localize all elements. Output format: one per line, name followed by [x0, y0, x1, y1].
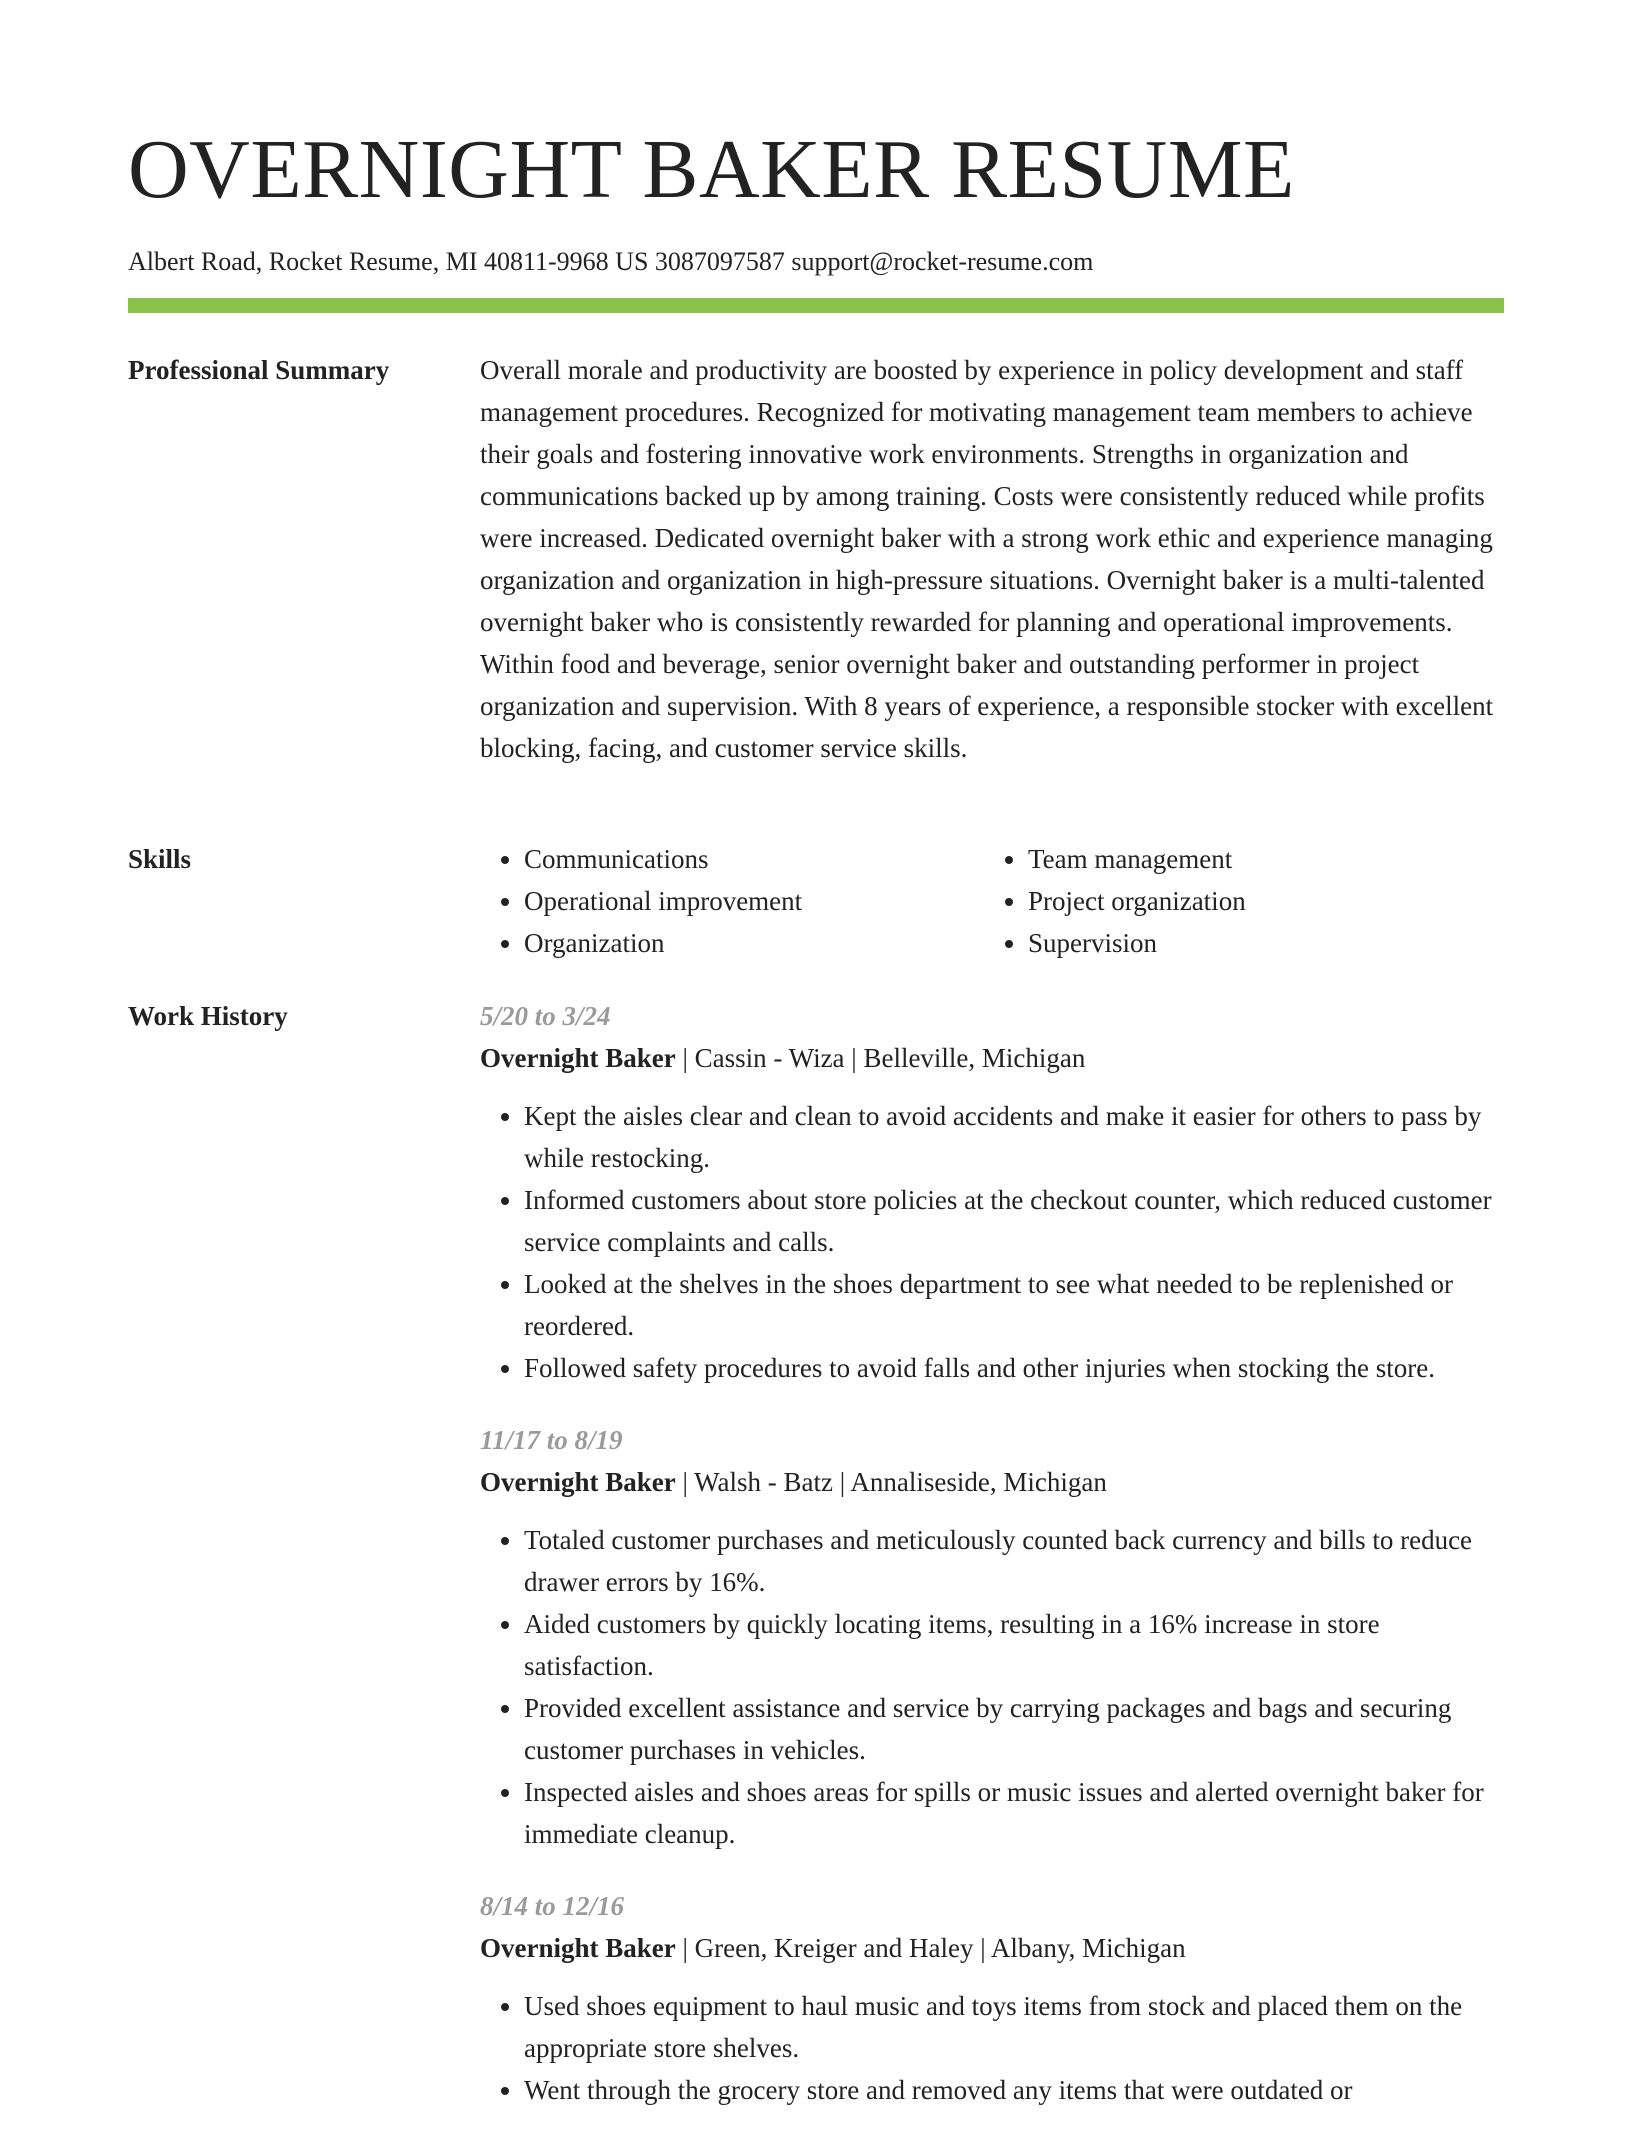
skill-item: • Team management	[1028, 838, 1488, 880]
job-bullet: • Inspected aisles and shoes areas for spills or music issues and alerted overnight baker for immediate cleanup.	[524, 1771, 1504, 1855]
job-bullet: • Totaled customer purchases and meticulously counted back currency and bills to reduce drawer errors by 16%.	[524, 1519, 1504, 1603]
job-entry	[480, 1885, 1504, 2111]
job-bullet: • Aided customers by quickly locating items, resulting in a 16% increase in store satisfaction.	[524, 1603, 1504, 1687]
job-details: | Walsh - Batz | Annaliseside, Michigan	[675, 1467, 1107, 1497]
job-bullet: • Used shoes equipment to haul music and toys items from stock and placed them on the appropriate store shelves.	[524, 1985, 1504, 2069]
resume-title: OVERNIGHT BAKER RESUME	[128, 123, 1295, 216]
skill-item: • Organization	[524, 922, 984, 964]
job-role: Overnight Baker	[480, 1467, 676, 1497]
job-details: | Cassin - Wiza | Belleville, Michigan	[675, 1043, 1086, 1073]
job-bullet: • Kept the aisles clear and clean to avoid accidents and make it easier for others to pass by while restocking.	[524, 1095, 1504, 1179]
job-bullet: • Provided excellent assistance and service by carrying packages and bags and securing customer purchases in vehicles.	[524, 1687, 1504, 1771]
job-title-line	[480, 1461, 1504, 1503]
resume-header	[128, 120, 1504, 313]
skill-item: • Supervision	[1028, 922, 1488, 964]
skills-column-right	[984, 838, 1488, 964]
skills-column-left	[480, 838, 984, 964]
job-bullet: • Went through the grocery store and removed any items that were outdated or	[524, 2069, 1504, 2111]
skill-item: • Project organization	[1028, 880, 1488, 922]
skills-heading: Skills	[128, 844, 192, 874]
work-history-heading: Work History	[128, 1001, 288, 1031]
job-dates: 8/14 to 12/16	[480, 1891, 625, 1921]
job-dates: 11/17 to 8/19	[480, 1425, 623, 1455]
job-bullet: • Looked at the shelves in the shoes department to see what needed to be replenished or reordered.	[524, 1263, 1504, 1347]
job-bullet: • Followed safety procedures to avoid falls and other injuries when stocking the store.	[524, 1347, 1504, 1389]
job-role: Overnight Baker	[480, 1933, 676, 1963]
header-divider	[128, 298, 1504, 313]
summary-body	[480, 349, 1504, 769]
job-role: Overnight Baker	[480, 1043, 676, 1073]
job-details: | Green, Kreiger and Haley | Albany, Michigan	[675, 1933, 1186, 1963]
contact-line: Albert Road, Rocket Resume, MI 40811-9968 US 3087097587 support@rocket-resume.com	[128, 247, 1094, 276]
skill-item: • Communications	[524, 838, 984, 880]
summary-heading: Professional Summary	[128, 355, 390, 385]
summary-text: Overall morale and productivity are boosted by experience in policy development and staff management procedures. Recognized for motivating management team members to achieve their goals and fostering innovative work environments. Strengths in organization and communications backed up by among training. Costs were consistently reduced while profits were increased. Dedicated overnight baker with a strong work ethic and experience managing organization and organization in high-pressure situations. Overnight baker is a multi-talented overnight baker who is consistently rewarded for planning and operational improvements. Within food and beverage, senior overnight baker and outstanding performer in project organization and supervision. With 8 years of experience, a responsible stocker with excellent blocking, facing, and customer service skills.	[480, 355, 1494, 763]
job-bullets	[480, 1985, 1504, 2111]
job-dates: 5/20 to 3/24	[480, 1001, 611, 1031]
job-bullet: • Informed customers about store policies at the checkout counter, which reduced customer service complaints and calls.	[524, 1179, 1504, 1263]
job-title-line	[480, 1927, 1504, 1969]
skills-list	[480, 838, 1504, 964]
job-bullets	[480, 1095, 1504, 1389]
job-title-line	[480, 1037, 1504, 1079]
job-entry	[480, 1419, 1504, 1855]
work-history-body	[480, 995, 1504, 2141]
skill-item: • Operational improvement	[524, 880, 984, 922]
job-entry	[480, 995, 1504, 1389]
job-bullets	[480, 1519, 1504, 1855]
